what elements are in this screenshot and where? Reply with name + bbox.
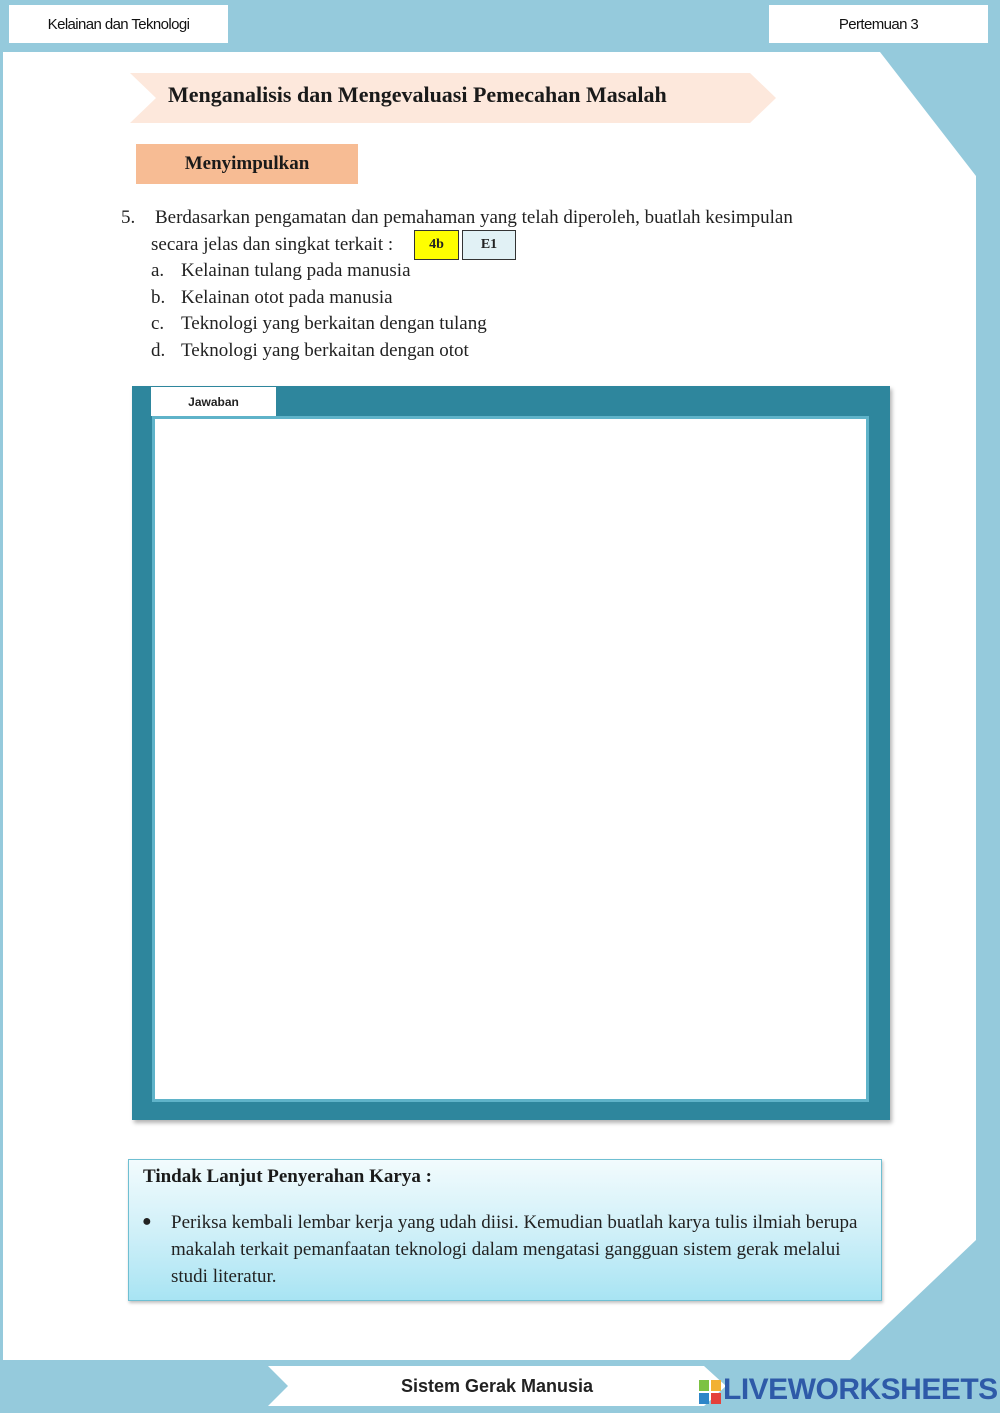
- header-topic-label: Kelainan dan Teknologi: [9, 5, 228, 43]
- follow-up-text: Periksa kembali lembar kerja yang udah diisi. Kemudian buatlah karya tulis ilmiah berupa makalah terkait pemanfaatan teknologi dalam mengatasi gangguan sistem gerak melalui studi literatur.: [171, 1212, 858, 1287]
- header-meeting-label: Pertemuan 3: [769, 5, 988, 43]
- list-item-text: Kelainan tulang pada manusia: [181, 260, 411, 281]
- bullet-icon: ●: [142, 1213, 152, 1230]
- list-item-text: Kelainan otot pada manusia: [181, 287, 393, 308]
- footer-title: Sistem Gerak Manusia: [400, 1375, 594, 1396]
- question-text-line2: secara jelas dan singkat terkait :: [151, 234, 394, 255]
- follow-up-title: Tindak Lanjut Penyerahan Karya :: [143, 1166, 432, 1187]
- liveworksheets-logo[interactable]: LIVEWORKSHEETS: [723, 1373, 998, 1406]
- list-item-text: Teknologi yang berkaitan dengan tulang: [181, 313, 487, 334]
- list-item-letter: a.: [151, 260, 165, 281]
- page-title: Menganalisis dan Mengevaluasi Pemecahan Masalah: [168, 82, 667, 107]
- liveworksheets-logo-icon: [699, 1380, 721, 1404]
- answer-tab-label: Jawaban: [151, 387, 276, 416]
- section-label: Menyimpulkan: [136, 144, 358, 184]
- indicator-tag-e1: E1: [462, 230, 516, 260]
- indicator-tag-4b: 4b: [414, 230, 459, 260]
- list-item-letter: d.: [151, 340, 166, 361]
- question-text-line1: Berdasarkan pengamatan dan pemahaman yang telah diperoleh, buatlah kesimpulan: [155, 207, 793, 228]
- list-item-letter: b.: [151, 287, 166, 308]
- list-item-text: Teknologi yang berkaitan dengan otot: [181, 340, 469, 361]
- question-number: 5.: [121, 207, 136, 228]
- answer-area: [152, 416, 869, 1102]
- answer-input[interactable]: [155, 419, 866, 1099]
- list-item-letter: c.: [151, 313, 165, 334]
